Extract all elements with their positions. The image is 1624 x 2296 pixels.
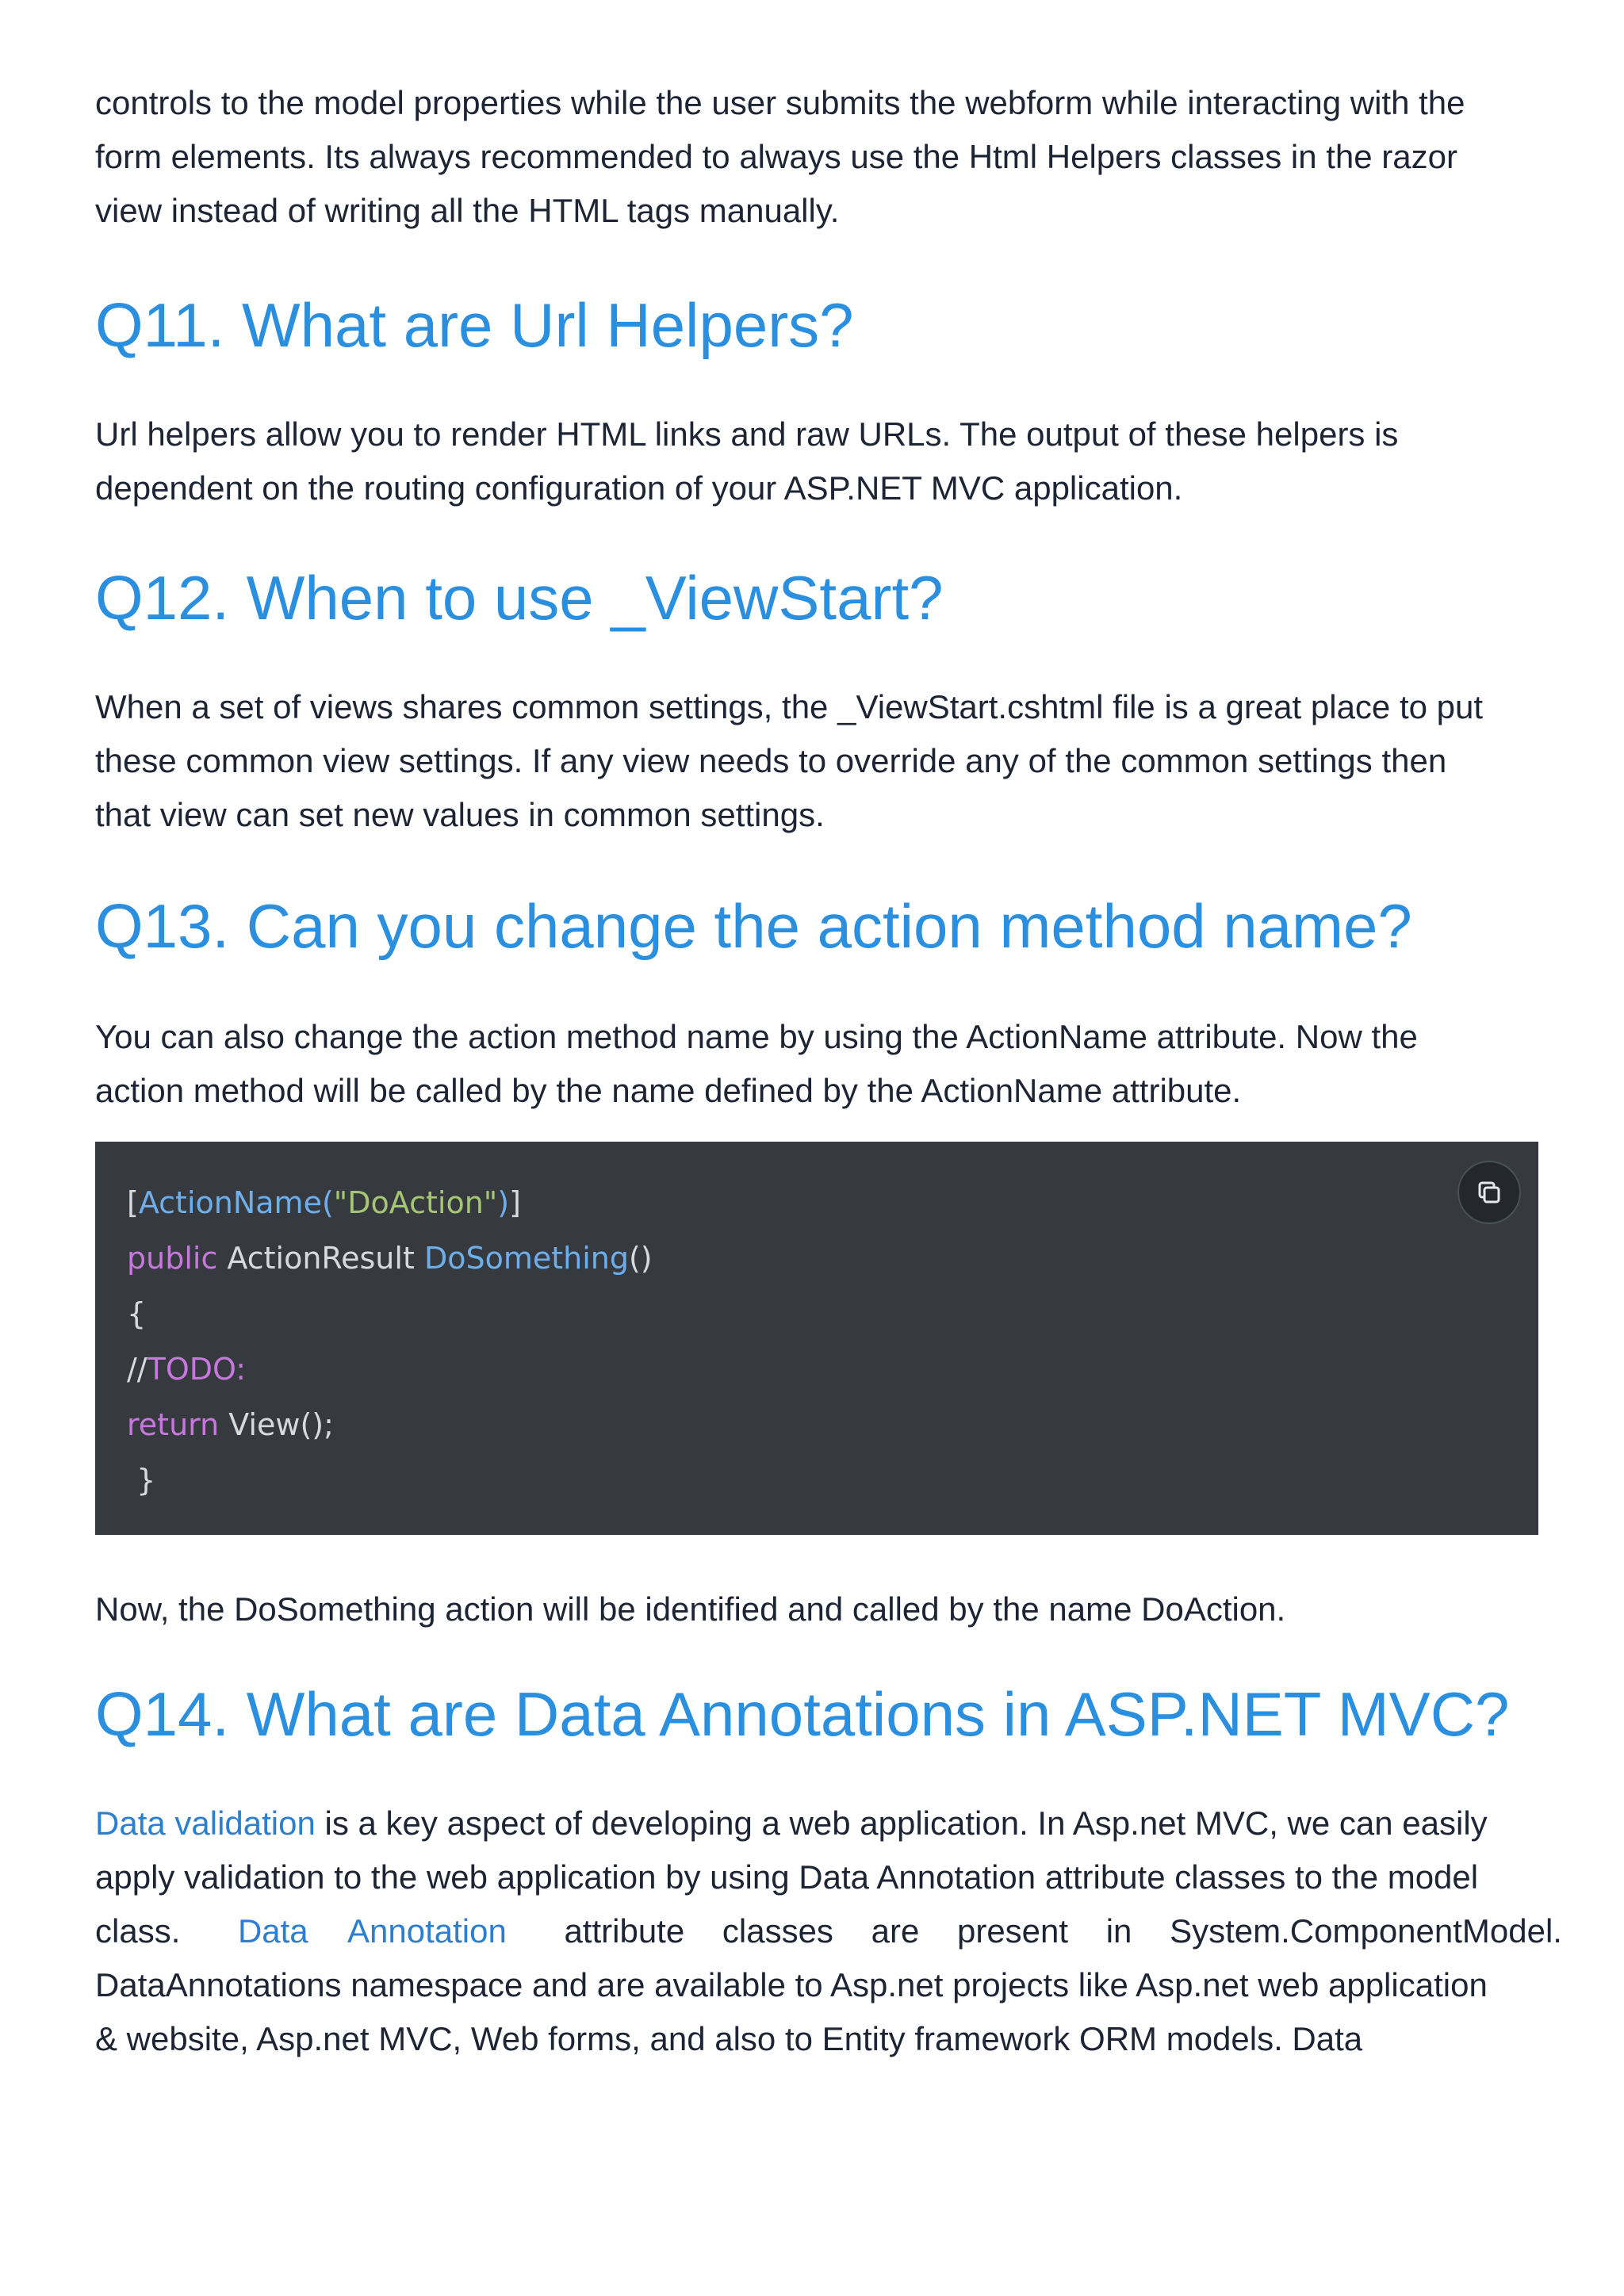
q14-line: & website, Asp.net MVC, Web forms, and also to Entity framework ORM models. Data (95, 2020, 1363, 2057)
copy-code-button[interactable] (1457, 1161, 1521, 1224)
q12-paragraph (95, 680, 1562, 842)
code-line: //TODO: (127, 1352, 247, 1387)
q13-heading: Q13. Can you change the action method name? (95, 891, 1412, 961)
q13-after-text: Now, the DoSomething action will be identified and called by the name DoAction. (95, 1590, 1286, 1628)
intro-line: view instead of writing all the HTML tags manually. (95, 192, 840, 229)
code-line: return View(); (127, 1407, 334, 1442)
code-line: public ActionResult DoSomething() (127, 1241, 653, 1276)
q12-heading: Q12. When to use _ViewStart? (95, 563, 944, 633)
q11-paragraph (95, 408, 1562, 515)
q14-line: DataAnnotations namespace and are available to Asp.net projects like Asp.net web application (95, 1966, 1488, 2003)
intro-line: controls to the model properties while the user submits the webform while interacting with the (95, 84, 1465, 121)
q14-heading: Q14. What are Data Annotations in ASP.NET MVC? (95, 1679, 1510, 1749)
q14-text: class. (95, 1912, 181, 1950)
q14-text: is a key aspect of developing a web application. In Asp.net MVC, we can easily (315, 1804, 1488, 1842)
code-line: { (127, 1296, 147, 1331)
q14-line (95, 1797, 1562, 1850)
copy-icon (1475, 1178, 1503, 1207)
q12-line: When a set of views shares common settings, the _ViewStart.cshtml file is a great place to put (95, 688, 1484, 725)
code-block (95, 1142, 1538, 1535)
q12-line: that view can set new values in common settings. (95, 796, 825, 833)
intro-line: form elements. Its always recommended to always use the Html Helpers classes in the razor (95, 138, 1458, 175)
q14-line: apply validation to the web application by using Data Annotation attribute classes to the model (95, 1858, 1479, 1896)
q14-paragraph (95, 1797, 1562, 2066)
code-line: [ActionName("DoAction")] (127, 1185, 521, 1220)
q13-line: You can also change the action method name by using the ActionName attribute. Now the (95, 1018, 1418, 1055)
q14-line (95, 1904, 1562, 1958)
q11-heading: Q11. What are Url Helpers? (95, 290, 854, 360)
q13-line: action method will be called by the name defined by the ActionName attribute. (95, 1072, 1242, 1109)
q12-line: these common view settings. If any view needs to override any of the common settings then (95, 742, 1447, 779)
data-annotation-link[interactable]: Data Annotation (237, 1912, 507, 1950)
q14-text: attribute classes are present in System.ComponentModel. (564, 1912, 1562, 1950)
q11-line: dependent on the routing configuration of your ASP.NET MVC application. (95, 469, 1183, 507)
intro-paragraph (95, 76, 1562, 238)
code-line: } (127, 1463, 156, 1498)
q11-line: Url helpers allow you to render HTML links and raw URLs. The output of these helpers is (95, 415, 1399, 453)
data-validation-link[interactable]: Data validation (95, 1804, 316, 1842)
q13-paragraph (95, 1010, 1562, 1118)
